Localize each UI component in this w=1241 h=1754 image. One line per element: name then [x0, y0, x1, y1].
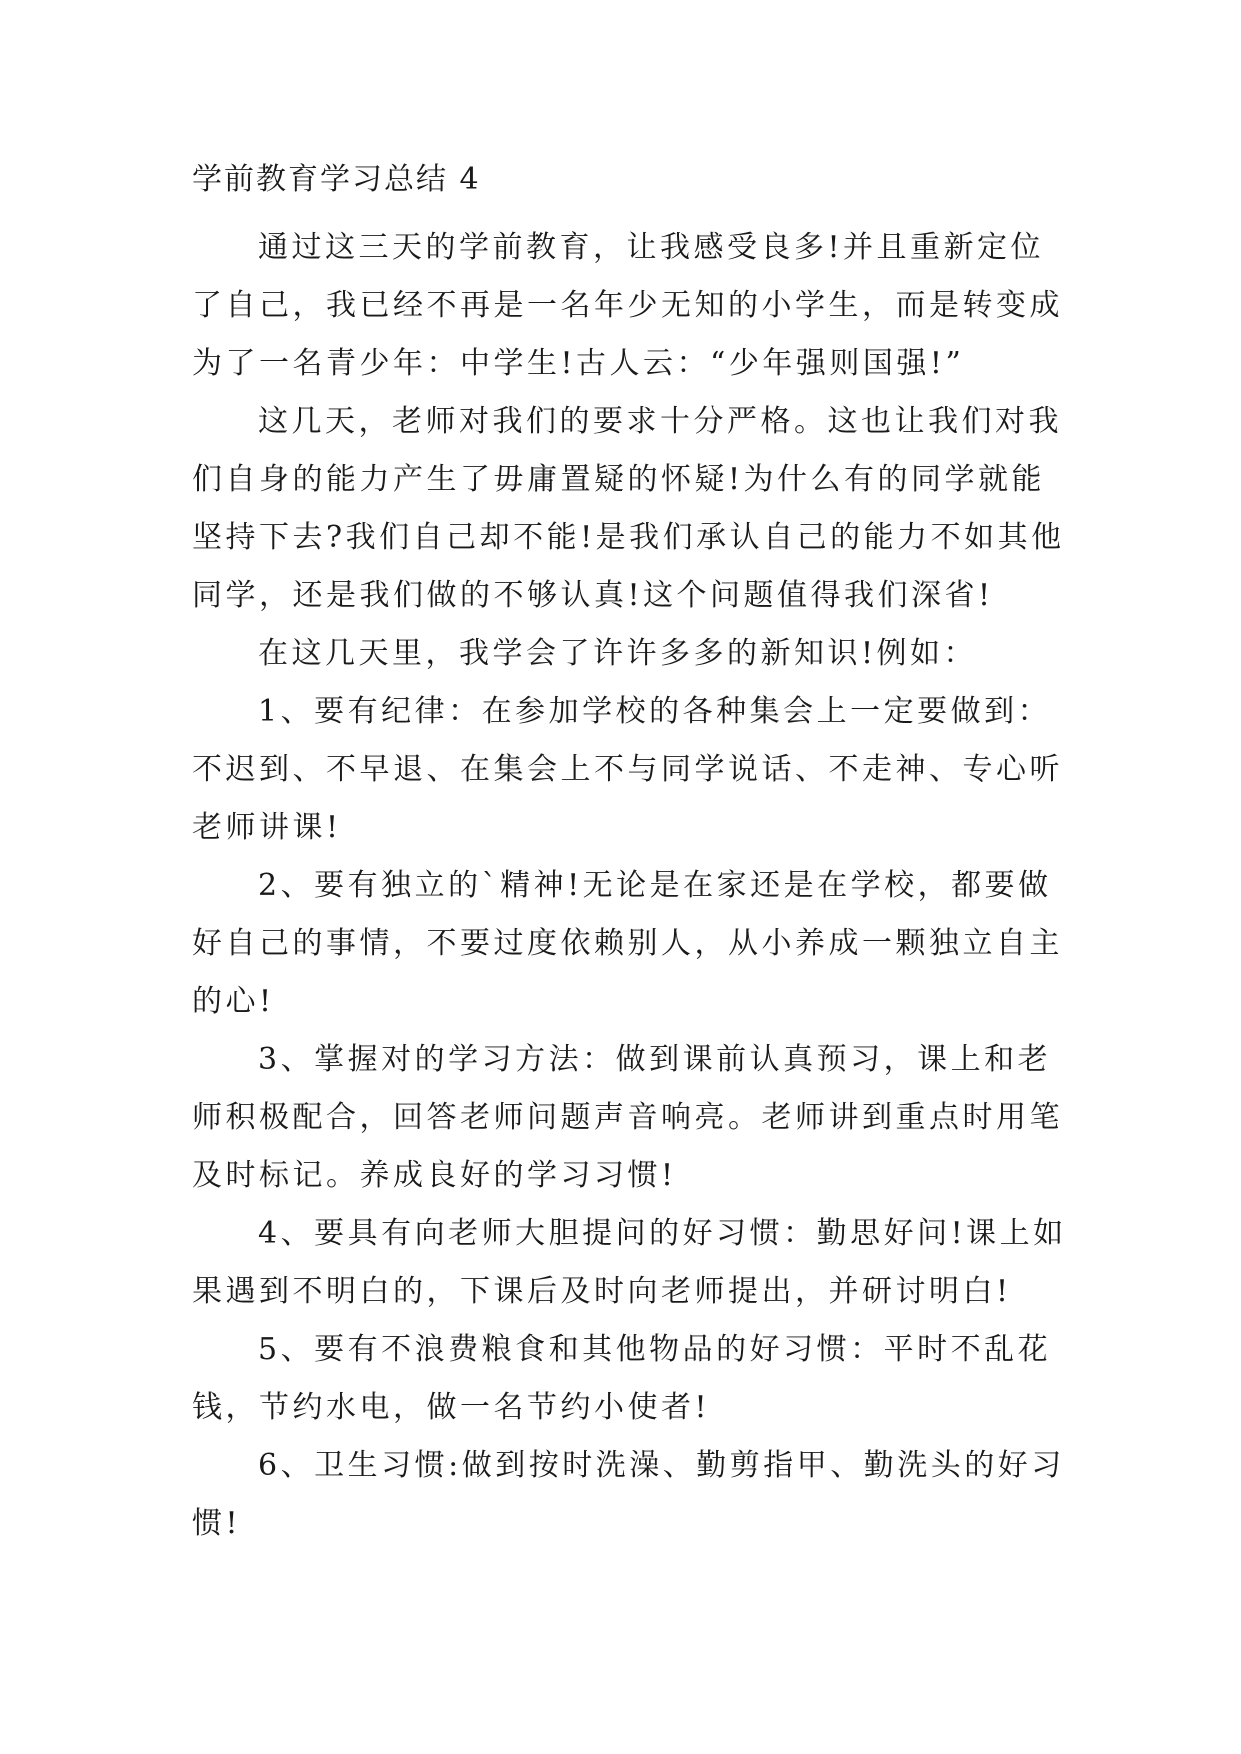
document-title: 学前教育学习总结 4: [192, 162, 481, 197]
paragraph-line: 这几天，老师对我们的要求十分严格。这也让我们对我: [258, 404, 1062, 439]
list-item-line: 5、要有不浪费粮食和其他物品的好习惯：平时不乱花: [258, 1332, 1052, 1367]
paragraph-line: 为了一名青少年：中学生!古人云：“少年强则国强!”: [192, 346, 965, 381]
list-item-line: 惯!: [192, 1506, 242, 1541]
paragraph-line: 们自身的能力产生了毋庸置疑的怀疑!为什么有的同学就能: [192, 462, 1046, 497]
list-item-line: 4、要具有向老师大胆提问的好习惯：勤思好问!课上如: [258, 1216, 1067, 1251]
list-item-line: 钱，节约水电，做一名节约小使者!: [192, 1390, 711, 1425]
list-item-line: 1、要有纪律：在参加学校的各种集会上一定要做到：: [258, 694, 1052, 729]
paragraph-line: 坚持下去?我们自己却不能!是我们承认自己的能力不如其他: [192, 520, 1065, 555]
paragraph-line: 了自己，我已经不再是一名年少无知的小学生，而是转变成: [192, 288, 1063, 323]
list-item-line: 的心!: [192, 984, 275, 1019]
list-item-line: 果遇到不明白的，下课后及时向老师提出，并研讨明白!: [192, 1274, 1012, 1309]
paragraph-line: 通过这三天的学前教育，让我感受良多!并且重新定位: [258, 230, 1045, 265]
list-item-line: 及时标记。养成良好的学习习惯!: [192, 1158, 677, 1193]
list-item-line: 3、掌握对的学习方法：做到课前认真预习，课上和老: [258, 1042, 1052, 1077]
list-item-line: 6、卫生习惯:做到按时洗澡、勤剪指甲、勤洗头的好习: [258, 1448, 1065, 1483]
paragraph-line: 同学，还是我们做的不够认真!这个问题值得我们深省!: [192, 578, 994, 613]
list-item-line: 师积极配合，回答老师问题声音响亮。老师讲到重点时用笔: [192, 1100, 1063, 1135]
list-item-line: 2、要有独立的`精神!无论是在家还是在学校，都要做: [258, 868, 1052, 903]
paragraph-line: 在这几天里，我学会了许许多多的新知识!例如：: [258, 636, 978, 671]
list-item-line: 老师讲课!: [192, 810, 342, 845]
list-item-line: 不迟到、不早退、在集会上不与同学说话、不走神、专心听: [192, 752, 1063, 787]
list-item-line: 好自己的事情，不要过度依赖别人，从小养成一颗独立自主: [192, 926, 1063, 961]
